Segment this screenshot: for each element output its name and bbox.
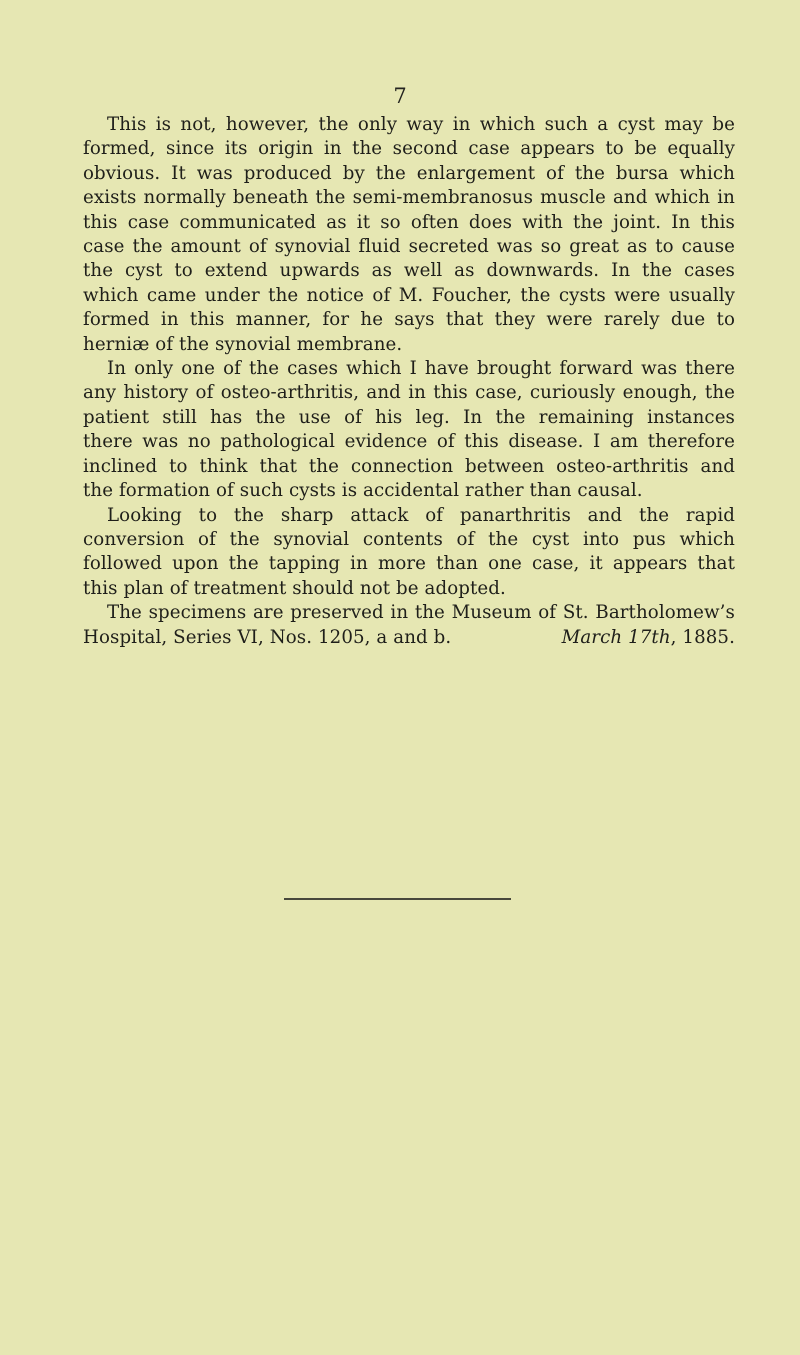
text-line: this plan of treatment should not be adopted. xyxy=(83,577,506,599)
date-month: March xyxy=(561,626,623,648)
text-line: obvious. It was produced by the enlargement of the bursa which xyxy=(83,162,735,184)
paragraph-1 xyxy=(83,113,735,357)
text-line: the cyst to extend upwards as well as downwards. In the cases xyxy=(83,260,735,282)
text-line: case the amount of synovial fluid secreted was so great as to cause xyxy=(83,236,735,258)
text-line: herniæ of the synovial membrane. xyxy=(83,333,403,355)
text-line: The specimens are preserved in the Museum of St. Bartholomew’s xyxy=(107,602,735,624)
text-line: any history of osteo-arthritis, and in this case, curiously enough, the xyxy=(83,382,735,404)
paragraph-4 xyxy=(83,601,735,650)
publication-date xyxy=(562,626,735,650)
text-line: the formation of such cysts is accidental rather than causal. xyxy=(83,480,643,502)
section-rule xyxy=(284,898,511,900)
text-line: this case communicated as it so often does with the joint. In this xyxy=(83,211,735,233)
article-text xyxy=(83,113,735,650)
text-line: conversion of the synovial contents of the cyst into pus which xyxy=(83,528,735,550)
text-line: there was no pathological evidence of this disease. I am therefore xyxy=(83,431,735,453)
text-line: inclined to think that the connection between osteo-arthritis and xyxy=(83,455,735,477)
text-line: followed upon the tapping in more than one case, it appears that xyxy=(83,553,735,575)
text-line: In only one of the cases which I have brought forward was there xyxy=(107,358,735,380)
text-line: This is not, however, the only way in which such a cyst may be xyxy=(107,114,735,135)
paragraph-2 xyxy=(83,357,735,503)
text-line: which came under the notice of M. Foucher, the cysts were usually xyxy=(83,284,735,306)
text-line: patient still has the use of his leg. In the remaining instances xyxy=(83,406,735,428)
date-day: 17th xyxy=(628,626,671,648)
specimen-reference: Hospital, Series VI, Nos. 1205, a and b. xyxy=(83,626,452,648)
specimen-reference-line xyxy=(83,626,735,650)
text-line: exists normally beneath the semi-membranosus muscle and which in xyxy=(83,187,735,209)
date-year: , 1885. xyxy=(670,626,735,648)
text-line: formed in this manner, for he says that they were rarely due to xyxy=(83,309,735,331)
page-number: 7 xyxy=(393,84,407,108)
text-line: Looking to the sharp attack of panarthritis and the rapid xyxy=(107,504,735,526)
paragraph-3 xyxy=(83,504,735,602)
text-line: formed, since its origin in the second case appears to be equally xyxy=(83,138,735,160)
